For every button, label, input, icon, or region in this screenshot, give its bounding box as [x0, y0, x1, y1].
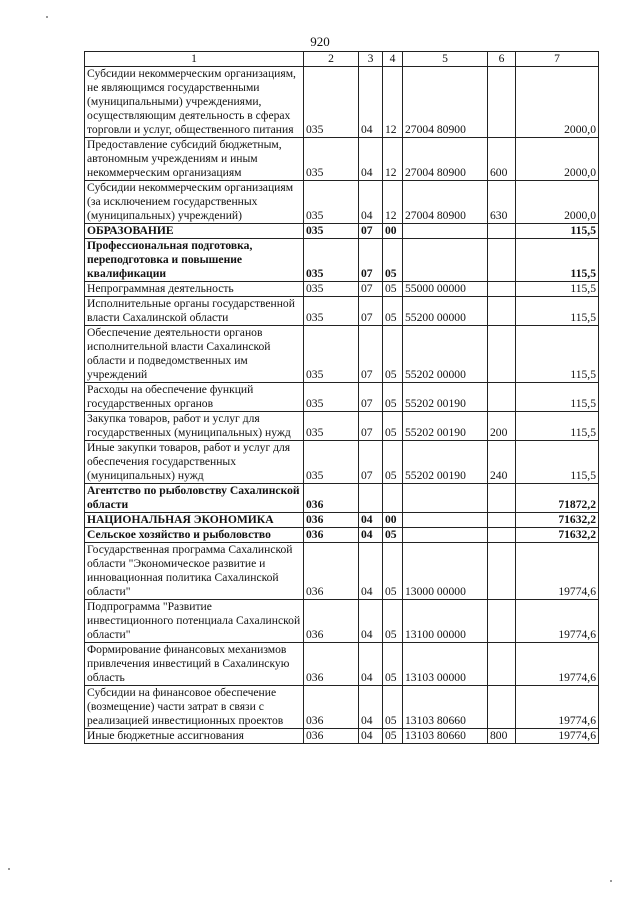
table-row — [85, 686, 599, 729]
row-name: Обеспечение деятельности органов исполнительной власти Сахалинской области и подведомственных им учреждений — [85, 326, 304, 383]
section-code: 04 — [359, 543, 383, 600]
table-row — [85, 383, 599, 412]
target-item-code: 55202 00190 — [403, 412, 488, 441]
admin-code: 035 — [304, 282, 359, 297]
admin-code: 035 — [304, 297, 359, 326]
row-name: Иные закупки товаров, работ и услуг для обеспечения государственных (муниципальных) нужд — [85, 441, 304, 484]
table-row — [85, 67, 599, 138]
column-header: 7 — [516, 52, 599, 67]
admin-code: 035 — [304, 383, 359, 412]
expense-type-code: 630 — [488, 181, 516, 224]
table-row — [85, 600, 599, 643]
amount: 19774,6 — [516, 729, 599, 744]
expense-type-code — [488, 297, 516, 326]
row-name: Сельское хозяйство и рыболовство — [85, 528, 304, 543]
scan-speck — [8, 868, 10, 870]
section-code: 07 — [359, 282, 383, 297]
target-item-code: 13103 00000 — [403, 643, 488, 686]
target-item-code: 55200 00000 — [403, 297, 488, 326]
row-name: Предоставление субсидий бюджетным, автономным учреждениям и иным некоммерческим организациям — [85, 138, 304, 181]
section-code: 04 — [359, 686, 383, 729]
subsection-code: 12 — [383, 138, 403, 181]
section-code: 07 — [359, 297, 383, 326]
subsection-code: 12 — [383, 181, 403, 224]
section-code: 04 — [359, 513, 383, 528]
target-item-code — [403, 528, 488, 543]
target-item-code — [403, 484, 488, 513]
subsection-code: 05 — [383, 528, 403, 543]
admin-code: 035 — [304, 412, 359, 441]
expense-type-code — [488, 600, 516, 643]
target-item-code: 13103 80660 — [403, 686, 488, 729]
column-header: 5 — [403, 52, 488, 67]
row-name: Закупка товаров, работ и услуг для государственных (муниципальных) нужд — [85, 412, 304, 441]
amount: 115,5 — [516, 441, 599, 484]
row-name: Субсидии некоммерческим организациям (за исключением государственных (муниципальных) учреждений) — [85, 181, 304, 224]
amount: 19774,6 — [516, 600, 599, 643]
section-code: 07 — [359, 383, 383, 412]
amount: 19774,6 — [516, 543, 599, 600]
amount: 115,5 — [516, 412, 599, 441]
expense-type-code — [488, 484, 516, 513]
table-row — [85, 412, 599, 441]
header-row — [85, 52, 599, 67]
scan-speck — [610, 880, 612, 882]
target-item-code: 55202 00190 — [403, 383, 488, 412]
amount: 115,5 — [516, 326, 599, 383]
target-item-code: 55000 00000 — [403, 282, 488, 297]
subsection-code: 05 — [383, 282, 403, 297]
row-name: НАЦИОНАЛЬНАЯ ЭКОНОМИКА — [85, 513, 304, 528]
admin-code: 036 — [304, 643, 359, 686]
expense-type-code — [488, 224, 516, 239]
admin-code: 035 — [304, 224, 359, 239]
amount: 2000,0 — [516, 138, 599, 181]
table-row — [85, 543, 599, 600]
row-name: Государственная программа Сахалинской области "Экономическое развитие и инновационная политика Сахалинской области" — [85, 543, 304, 600]
amount: 71872,2 — [516, 484, 599, 513]
row-name: Подпрограмма "Развитие инвестиционного потенциала Сахалинской области" — [85, 600, 304, 643]
subsection-code — [383, 484, 403, 513]
table-row — [85, 239, 599, 282]
amount: 2000,0 — [516, 67, 599, 138]
subsection-code: 05 — [383, 600, 403, 643]
table-row — [85, 224, 599, 239]
expense-type-code — [488, 383, 516, 412]
target-item-code: 55202 00190 — [403, 441, 488, 484]
section-code: 07 — [359, 326, 383, 383]
admin-code: 035 — [304, 326, 359, 383]
subsection-code: 05 — [383, 412, 403, 441]
admin-code: 035 — [304, 138, 359, 181]
target-item-code: 13100 00000 — [403, 600, 488, 643]
target-item-code — [403, 513, 488, 528]
section-code: 04 — [359, 528, 383, 543]
table-body — [85, 67, 599, 744]
subsection-code: 05 — [383, 297, 403, 326]
expense-type-code — [488, 686, 516, 729]
table-row — [85, 513, 599, 528]
table-row — [85, 643, 599, 686]
table-row — [85, 326, 599, 383]
section-code: 07 — [359, 224, 383, 239]
subsection-code: 05 — [383, 686, 403, 729]
row-name: Непрограммная деятельность — [85, 282, 304, 297]
column-header: 2 — [304, 52, 359, 67]
row-name: Исполнительные органы государственной власти Сахалинской области — [85, 297, 304, 326]
admin-code: 035 — [304, 181, 359, 224]
table-row — [85, 297, 599, 326]
amount: 115,5 — [516, 297, 599, 326]
row-name: Иные бюджетные ассигнования — [85, 729, 304, 744]
expense-type-code — [488, 643, 516, 686]
section-code: 07 — [359, 239, 383, 282]
column-header: 1 — [85, 52, 304, 67]
section-code: 04 — [359, 138, 383, 181]
expense-type-code: 200 — [488, 412, 516, 441]
admin-code: 036 — [304, 600, 359, 643]
subsection-code: 00 — [383, 513, 403, 528]
admin-code: 035 — [304, 441, 359, 484]
admin-code: 036 — [304, 686, 359, 729]
expense-type-code — [488, 326, 516, 383]
target-item-code — [403, 239, 488, 282]
admin-code: 036 — [304, 729, 359, 744]
table-row — [85, 441, 599, 484]
target-item-code: 27004 80900 — [403, 67, 488, 138]
subsection-code: 05 — [383, 543, 403, 600]
amount: 19774,6 — [516, 643, 599, 686]
subsection-code: 00 — [383, 224, 403, 239]
section-code: 04 — [359, 181, 383, 224]
section-code: 04 — [359, 67, 383, 138]
section-code: 04 — [359, 643, 383, 686]
scan-speck — [46, 16, 48, 18]
expense-type-code — [488, 528, 516, 543]
subsection-code: 05 — [383, 441, 403, 484]
row-name: Расходы на обеспечение функций государственных органов — [85, 383, 304, 412]
subsection-code: 05 — [383, 729, 403, 744]
subsection-code: 05 — [383, 326, 403, 383]
amount: 2000,0 — [516, 181, 599, 224]
expense-type-code: 600 — [488, 138, 516, 181]
amount: 115,5 — [516, 239, 599, 282]
table-row — [85, 528, 599, 543]
admin-code: 036 — [304, 484, 359, 513]
target-item-code: 13000 00000 — [403, 543, 488, 600]
table-row — [85, 484, 599, 513]
expense-type-code — [488, 543, 516, 600]
subsection-code: 05 — [383, 383, 403, 412]
expense-type-code — [488, 513, 516, 528]
subsection-code: 05 — [383, 643, 403, 686]
admin-code: 036 — [304, 543, 359, 600]
section-code: 04 — [359, 729, 383, 744]
target-item-code: 13103 80660 — [403, 729, 488, 744]
admin-code: 035 — [304, 67, 359, 138]
row-name: Профессиональная подготовка, переподготовка и повышение квалификации — [85, 239, 304, 282]
table-row — [85, 181, 599, 224]
column-header: 6 — [488, 52, 516, 67]
budget-table — [84, 51, 599, 744]
amount: 71632,2 — [516, 513, 599, 528]
admin-code: 036 — [304, 513, 359, 528]
section-code — [359, 484, 383, 513]
row-name: Субсидии на финансовое обеспечение (возмещение) части затрат в связи с реализацией инвестиционных проектов — [85, 686, 304, 729]
section-code: 07 — [359, 441, 383, 484]
amount: 115,5 — [516, 383, 599, 412]
subsection-code: 05 — [383, 239, 403, 282]
section-code: 04 — [359, 600, 383, 643]
row-name: Формирование финансовых механизмов привлечения инвестиций в Сахалинскую область — [85, 643, 304, 686]
amount: 115,5 — [516, 224, 599, 239]
section-code: 07 — [359, 412, 383, 441]
amount: 19774,6 — [516, 686, 599, 729]
row-name: Субсидии некоммерческим организациям, не являющимся государственными (муниципальными) учреждениями, осуществляющим деятельность в сферах торговли и услуг, общественного питания — [85, 67, 304, 138]
row-name: ОБРАЗОВАНИЕ — [85, 224, 304, 239]
admin-code: 035 — [304, 239, 359, 282]
row-name: Агентство по рыболовству Сахалинской области — [85, 484, 304, 513]
page-number: 920 — [310, 34, 330, 49]
admin-code: 036 — [304, 528, 359, 543]
target-item-code: 27004 80900 — [403, 181, 488, 224]
subsection-code: 12 — [383, 67, 403, 138]
table-row — [85, 729, 599, 744]
expense-type-code: 240 — [488, 441, 516, 484]
amount: 115,5 — [516, 282, 599, 297]
amount: 71632,2 — [516, 528, 599, 543]
target-item-code — [403, 224, 488, 239]
column-header: 4 — [383, 52, 403, 67]
target-item-code: 27004 80900 — [403, 138, 488, 181]
target-item-code: 55202 00000 — [403, 326, 488, 383]
expense-type-code — [488, 239, 516, 282]
table-row — [85, 282, 599, 297]
table-row — [85, 138, 599, 181]
expense-type-code — [488, 282, 516, 297]
expense-type-code: 800 — [488, 729, 516, 744]
column-header: 3 — [359, 52, 383, 67]
expense-type-code — [488, 67, 516, 138]
